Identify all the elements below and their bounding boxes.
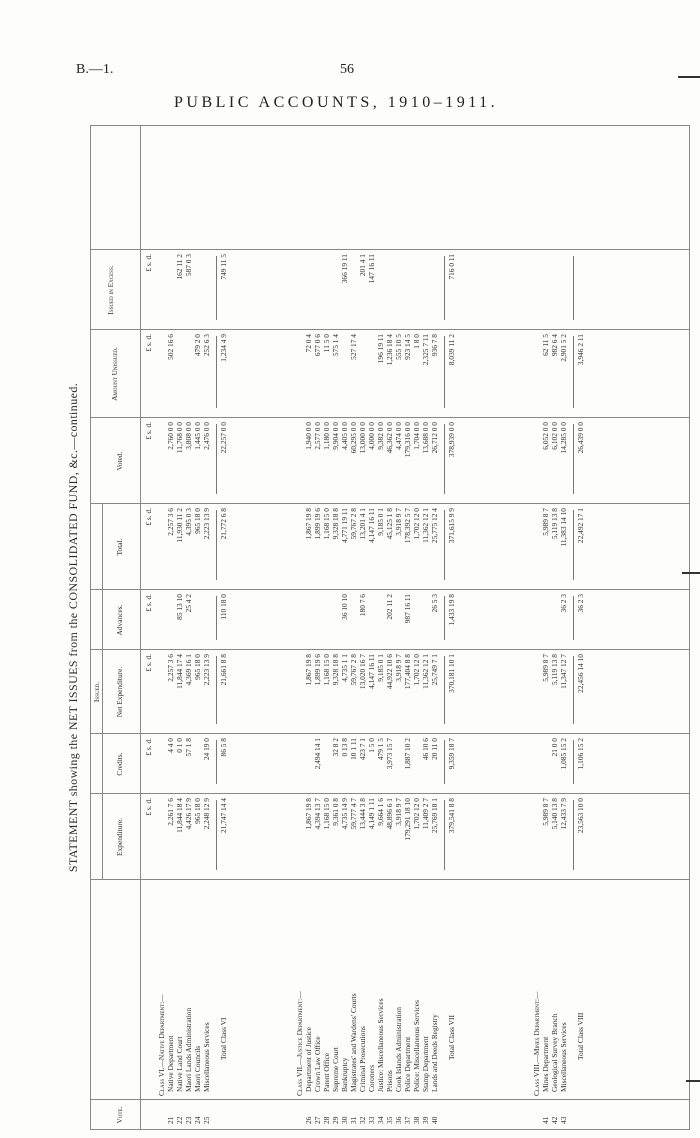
value-total: 11,362 12 1 bbox=[421, 508, 430, 543]
row-label: Bankruptcy bbox=[340, 1057, 349, 1092]
total-total: 371,615 9 9 bbox=[447, 508, 456, 544]
value-cred: 0 13 8 bbox=[340, 738, 349, 757]
value-total: 5,989 8 7 bbox=[541, 508, 550, 536]
row-label: Native Department bbox=[166, 1035, 175, 1092]
value-cred: 1,887 10 2 bbox=[403, 738, 412, 770]
value-unissued: 11 5 0 bbox=[322, 334, 331, 353]
vote-number: 25 bbox=[202, 1116, 211, 1124]
value-voted: 1,445 0 0 bbox=[193, 422, 202, 450]
value-total: 1,867 19 8 bbox=[304, 508, 313, 540]
value-unissued: 62 11 5 bbox=[541, 334, 550, 356]
currency-subheader: £ s. d. bbox=[144, 798, 153, 816]
total-excess: 716 0 11 bbox=[447, 254, 456, 280]
class-heading: Class VII.—Justice Department:— bbox=[295, 991, 304, 1096]
currency-subheader: £ s. d. bbox=[144, 508, 153, 526]
value-voted: 4,000 0 0 bbox=[367, 422, 376, 450]
value-voted: 2,577 0 0 bbox=[313, 422, 322, 450]
value-voted: 1,940 0 0 bbox=[304, 422, 313, 450]
total-header: Total. bbox=[115, 538, 124, 556]
value-voted: 26,712 0 0 bbox=[430, 422, 439, 454]
value-unissued: 982 6 4 bbox=[550, 334, 559, 357]
value-voted: 6,052 0 0 bbox=[541, 422, 550, 450]
value-voted: 60,295 0 0 bbox=[349, 422, 358, 454]
total-excess: 749 11 5 bbox=[219, 254, 228, 280]
value-net: 59,767 2 8 bbox=[349, 654, 358, 686]
vote-number: 39 bbox=[421, 1116, 430, 1124]
value-net: 44,922 10 6 bbox=[385, 654, 394, 690]
value-exp: 12,433 7 9 bbox=[559, 798, 568, 830]
value-total: 1,168 15 0 bbox=[322, 508, 331, 540]
row-label: Mines Department bbox=[541, 1036, 550, 1092]
value-adv: 36 2 3 bbox=[559, 594, 568, 613]
row-label: Cook Islands Administration bbox=[394, 1007, 403, 1092]
value-exp: 179,291 18 10 bbox=[403, 798, 412, 841]
value-cred: 46 10 6 bbox=[421, 738, 430, 761]
value-net: 11,844 17 4 bbox=[175, 654, 184, 689]
total-total: 22,492 17 1 bbox=[576, 508, 585, 544]
issued-in-excess-header: Issued in Excess. bbox=[106, 265, 115, 315]
total-rule bbox=[216, 256, 217, 320]
value-adv: 180 7 6 bbox=[358, 594, 367, 617]
page-title: PUBLIC ACCOUNTS, 1910–1911. bbox=[174, 94, 499, 111]
total-exp: 23,563 10 0 bbox=[576, 798, 585, 834]
value-voted: 13,688 0 0 bbox=[421, 422, 430, 454]
row-label: Coroners bbox=[367, 1064, 376, 1092]
page-number: 56 bbox=[340, 62, 354, 77]
total-rule bbox=[444, 256, 445, 320]
value-unissued: 252 6 3 bbox=[202, 334, 211, 357]
row-label: Department of Justice bbox=[304, 1027, 313, 1092]
total-cred: 86 5 8 bbox=[219, 738, 228, 757]
row-label: Supreme Court bbox=[331, 1047, 340, 1092]
value-exp: 3,918 9 7 bbox=[394, 798, 403, 826]
value-total: 5,119 13 8 bbox=[550, 508, 559, 540]
value-excess: 201 4 1 bbox=[358, 254, 367, 277]
row-label: Lands and Deeds Registry bbox=[430, 1014, 439, 1092]
value-cred: 1,085 15 2 bbox=[559, 738, 568, 770]
value-exp: 25,769 18 1 bbox=[430, 798, 439, 834]
value-unissued: 72 0 4 bbox=[304, 334, 313, 353]
value-net: 11,347 12 7 bbox=[559, 654, 568, 689]
currency-subheader: £ s. d. bbox=[144, 738, 153, 756]
value-unissued: 2,325 7 11 bbox=[421, 334, 430, 366]
value-total: 9,185 0 1 bbox=[376, 508, 385, 536]
issued-group-header: Issued. bbox=[92, 681, 101, 703]
value-voted: 4,405 0 0 bbox=[340, 422, 349, 450]
edge-mark bbox=[686, 1080, 700, 1082]
value-exp: 13,444 3 8 bbox=[358, 798, 367, 830]
value-unissued: 502 16 6 bbox=[166, 334, 175, 360]
value-voted: 13,000 0 0 bbox=[358, 422, 367, 454]
value-unissued: 2,901 5 2 bbox=[559, 334, 568, 362]
value-net: 1,702 12 0 bbox=[412, 654, 421, 686]
value-exp: 4,735 14 9 bbox=[340, 798, 349, 830]
value-voted: 2,476 0 0 bbox=[202, 422, 211, 450]
total-rule bbox=[216, 510, 217, 580]
value-cred: 21 0 0 bbox=[550, 738, 559, 757]
vote-number: 30 bbox=[340, 1116, 349, 1124]
row-label: Geological Survey Branch bbox=[550, 1013, 559, 1092]
total-cred: 9,359 18 7 bbox=[447, 738, 456, 770]
value-cred: 20 11 0 bbox=[430, 738, 439, 760]
value-total: 4,395 0 3 bbox=[184, 508, 193, 536]
value-voted: 3,808 0 0 bbox=[184, 422, 193, 450]
value-voted: 179,316 0 0 bbox=[403, 422, 412, 458]
value-cred: 10 1 11 bbox=[349, 738, 358, 760]
value-net: 3,918 9 7 bbox=[394, 654, 403, 682]
total-net: 21,661 8 8 bbox=[219, 654, 228, 686]
value-unissued: 923 14 5 bbox=[403, 334, 412, 360]
row-label: Police Department bbox=[403, 1036, 412, 1092]
total-voted: 378,939 0 0 bbox=[447, 422, 456, 458]
vote-number: 26 bbox=[304, 1116, 313, 1124]
statement-title: STATEMENT showing the NET ISSUES from the CONSOLIDATED FUND, &c.—continued. bbox=[66, 382, 80, 873]
total-rule bbox=[573, 596, 574, 640]
value-voted: 11,768 0 0 bbox=[175, 422, 184, 454]
value-unissued: 575 1 4 bbox=[331, 334, 340, 357]
value-cred: 0 1 0 bbox=[175, 738, 184, 753]
row-label: Police: Miscellaneous Services bbox=[412, 1000, 421, 1092]
total-rule bbox=[573, 740, 574, 784]
value-voted: 2,760 0 0 bbox=[166, 422, 175, 450]
total-rule bbox=[573, 656, 574, 724]
total-rule bbox=[444, 800, 445, 870]
value-total: 4,147 16 11 bbox=[367, 508, 376, 543]
value-cred: 24 19 0 bbox=[202, 738, 211, 761]
total-total: 21,772 6 8 bbox=[219, 508, 228, 540]
value-exp: 48,896 6 1 bbox=[385, 798, 394, 830]
value-total: 11,383 14 10 bbox=[559, 508, 568, 547]
total-rule bbox=[444, 336, 445, 408]
value-unissued: 1 8 0 bbox=[412, 334, 421, 349]
value-exp: 1,702 12 0 bbox=[412, 798, 421, 830]
value-unissued: 479 2 0 bbox=[193, 334, 202, 357]
value-exp: 4,426 17 9 bbox=[184, 798, 193, 830]
value-voted: 9,382 0 0 bbox=[376, 422, 385, 450]
currency-subheader: £ s. d. bbox=[144, 654, 153, 672]
value-exp: 965 18 0 bbox=[193, 798, 202, 824]
expenditure-header: Expenditure. bbox=[115, 818, 124, 856]
total-unissued: 1,234 4 9 bbox=[219, 334, 228, 362]
value-total: 3,918 9 7 bbox=[394, 508, 403, 536]
class-total-label: Total Class VI bbox=[219, 1017, 228, 1060]
total-rule bbox=[444, 510, 445, 580]
value-net: 5,119 13 8 bbox=[550, 654, 559, 686]
voted-header: Voted. bbox=[115, 451, 124, 471]
value-cred: 32 8 2 bbox=[331, 738, 340, 757]
value-exp: 5,140 13 8 bbox=[550, 798, 559, 830]
row-label: Crown Law Office bbox=[313, 1036, 322, 1092]
row-label: Patent Office bbox=[322, 1052, 331, 1092]
value-net: 25,749 7 1 bbox=[430, 654, 439, 686]
amount-unissued-header: Amount Unissued. bbox=[110, 347, 119, 401]
row-label: Native Land Court bbox=[175, 1036, 184, 1092]
vote-number: 43 bbox=[559, 1116, 568, 1124]
value-voted: 46,362 0 0 bbox=[385, 422, 394, 454]
total-rule bbox=[573, 510, 574, 580]
value-cred: 3,973 15 7 bbox=[385, 738, 394, 770]
total-exp: 379,541 8 8 bbox=[447, 798, 456, 834]
value-net: 965 18 0 bbox=[193, 654, 202, 680]
value-exp: 4,394 13 7 bbox=[313, 798, 322, 830]
value-exp: 5,989 8 7 bbox=[541, 798, 550, 826]
total-adv: 110 18 0 bbox=[219, 594, 228, 620]
value-net: 4,735 1 1 bbox=[340, 654, 349, 682]
vote-number: 24 bbox=[193, 1116, 202, 1124]
value-unissued: 936 7 8 bbox=[430, 334, 439, 357]
total-voted: 26,439 0 0 bbox=[576, 422, 585, 454]
value-net: 13,020 16 7 bbox=[358, 654, 367, 690]
rotated-statement-table bbox=[66, 125, 690, 1130]
vote-number: 31 bbox=[349, 1116, 358, 1124]
row-label: Justice: Miscellaneous Services bbox=[376, 998, 385, 1092]
vote-number: 41 bbox=[541, 1116, 550, 1124]
class-total-label: Total Class VIII bbox=[576, 1012, 585, 1060]
total-rule bbox=[573, 336, 574, 408]
value-net: 2,257 3 6 bbox=[166, 654, 175, 682]
total-voted: 22,257 0 0 bbox=[219, 422, 228, 454]
value-total: 4,771 19 11 bbox=[340, 508, 349, 543]
value-net: 4,147 16 11 bbox=[367, 654, 376, 689]
value-exp: 9,664 1 6 bbox=[376, 798, 385, 826]
row-label: Magistrates' and Wardens' Courts bbox=[349, 993, 358, 1092]
value-net: 9,185 0 1 bbox=[376, 654, 385, 682]
value-total: 2,223 13 9 bbox=[202, 508, 211, 540]
value-cred: 2,494 14 1 bbox=[313, 738, 322, 770]
vote-number: 22 bbox=[175, 1116, 184, 1124]
value-voted: 9,904 0 0 bbox=[331, 422, 340, 450]
value-net: 177,404 8 8 bbox=[403, 654, 412, 690]
vote-number: 36 bbox=[394, 1116, 403, 1124]
total-net: 22,456 14 10 bbox=[576, 654, 585, 693]
value-exp: 9,361 0 8 bbox=[331, 798, 340, 826]
value-net: 1,168 15 0 bbox=[322, 654, 331, 686]
total-rule bbox=[573, 424, 574, 494]
value-exp: 1,168 15 0 bbox=[322, 798, 331, 830]
row-label: Prisons bbox=[385, 1070, 394, 1092]
total-adv: 1,433 19 8 bbox=[447, 594, 456, 626]
value-exp: 59,777 4 7 bbox=[349, 798, 358, 830]
currency-subheader: £ s. d. bbox=[144, 422, 153, 440]
currency-subheader: £ s. d. bbox=[144, 254, 153, 272]
vote-number: 21 bbox=[166, 1116, 175, 1124]
value-net: 11,362 12 1 bbox=[421, 654, 430, 689]
value-cred: 1 5 0 bbox=[367, 738, 376, 753]
value-total: 1,899 19 6 bbox=[313, 508, 322, 540]
total-rule bbox=[216, 800, 217, 870]
vote-number: 29 bbox=[331, 1116, 340, 1124]
value-net: 4,369 16 1 bbox=[184, 654, 193, 686]
credits-header: Credits. bbox=[115, 752, 124, 776]
value-total: 9,328 18 8 bbox=[331, 508, 340, 540]
total-unissued: 8,039 11 2 bbox=[447, 334, 456, 366]
total-unissued: 3,946 2 11 bbox=[576, 334, 585, 366]
vote-number: 33 bbox=[367, 1116, 376, 1124]
vote-number: 32 bbox=[358, 1116, 367, 1124]
value-total: 45,125 1 8 bbox=[385, 508, 394, 540]
row-label: Miscellaneous Services bbox=[202, 1022, 211, 1092]
value-total: 11,930 11 2 bbox=[175, 508, 184, 543]
value-unissued: 196 19 11 bbox=[376, 334, 385, 364]
total-rule bbox=[216, 424, 217, 494]
total-rule bbox=[444, 424, 445, 494]
vote-number: 23 bbox=[184, 1116, 193, 1124]
value-exp: 4,149 1 11 bbox=[367, 798, 376, 830]
page-code: B.—1. bbox=[76, 62, 114, 77]
value-excess: 147 16 11 bbox=[367, 254, 376, 284]
value-net: 1,867 19 8 bbox=[304, 654, 313, 686]
vote-number: 34 bbox=[376, 1116, 385, 1124]
currency-subheader: £ s. d. bbox=[144, 594, 153, 612]
total-rule bbox=[444, 740, 445, 784]
value-total: 25,775 12 4 bbox=[430, 508, 439, 544]
value-total: 2,257 3 6 bbox=[166, 508, 175, 536]
net-expenditure-header: Net Expenditure. bbox=[115, 666, 124, 718]
total-rule bbox=[444, 596, 445, 640]
edge-mark bbox=[678, 76, 700, 78]
row-label: Maori Councils bbox=[193, 1045, 202, 1092]
vote-number: 40 bbox=[430, 1116, 439, 1124]
value-cred: 479 1 5 bbox=[376, 738, 385, 761]
value-total: 965 18 0 bbox=[193, 508, 202, 534]
vote-number: 28 bbox=[322, 1116, 331, 1124]
currency-subheader: £ s. d. bbox=[144, 334, 153, 352]
vote-number: 37 bbox=[403, 1116, 412, 1124]
value-total: 59,767 2 8 bbox=[349, 508, 358, 540]
value-total: 1,702 12 0 bbox=[412, 508, 421, 540]
value-net: 5,989 8 7 bbox=[541, 654, 550, 682]
value-adv: 36 10 10 bbox=[340, 594, 349, 620]
value-unissued: 1,236 18 4 bbox=[385, 334, 394, 366]
row-label: Criminal Prosecutions bbox=[358, 1026, 367, 1092]
total-rule bbox=[216, 336, 217, 408]
value-cred: 4 4 0 bbox=[166, 738, 175, 753]
edge-mark bbox=[682, 572, 700, 574]
value-excess: 587 0 3 bbox=[184, 254, 193, 277]
advances-header: Advances. bbox=[115, 604, 124, 636]
vote-number: 42 bbox=[550, 1116, 559, 1124]
value-excess: 366 19 11 bbox=[340, 254, 349, 284]
class-heading: Class VI.—Native Department:— bbox=[157, 994, 166, 1096]
value-adv: 85 13 10 bbox=[175, 594, 184, 620]
value-exp: 11,844 18 4 bbox=[175, 798, 184, 833]
value-excess: 162 11 2 bbox=[175, 254, 184, 280]
total-net: 370,181 10 1 bbox=[447, 654, 456, 693]
value-unissued: 677 0 6 bbox=[313, 334, 322, 357]
total-rule bbox=[573, 800, 574, 870]
value-net: 2,223 13 9 bbox=[202, 654, 211, 686]
total-rule bbox=[216, 596, 217, 640]
value-exp: 2,261 7 6 bbox=[166, 798, 175, 826]
value-adv: 987 16 11 bbox=[403, 594, 412, 624]
row-label: Maori Lands Administration bbox=[184, 1007, 193, 1092]
value-cred: 423 7 1 bbox=[358, 738, 367, 761]
value-net: 9,328 18 8 bbox=[331, 654, 340, 686]
vote-number: 27 bbox=[313, 1116, 322, 1124]
total-cred: 1,106 15 2 bbox=[576, 738, 585, 770]
value-unissued: 555 10 5 bbox=[394, 334, 403, 360]
total-rule bbox=[444, 656, 445, 724]
value-adv: 26 5 3 bbox=[430, 594, 439, 613]
value-voted: 4,474 0 0 bbox=[394, 422, 403, 450]
value-unissued: 527 17 4 bbox=[349, 334, 358, 360]
total-rule bbox=[573, 256, 574, 320]
value-exp: 1,867 19 8 bbox=[304, 798, 313, 830]
total-exp: 21,747 14 4 bbox=[219, 798, 228, 834]
vote-number: 38 bbox=[412, 1116, 421, 1124]
value-adv: 25 4 2 bbox=[184, 594, 193, 613]
value-total: 13,201 4 1 bbox=[358, 508, 367, 540]
row-label: Miscellaneous Services bbox=[559, 1022, 568, 1092]
value-net: 1,899 19 6 bbox=[313, 654, 322, 686]
value-cred: 57 1 8 bbox=[184, 738, 193, 757]
vote-number: 35 bbox=[385, 1116, 394, 1124]
vote-header: Vote. bbox=[115, 1106, 124, 1124]
class-heading: Class VIII.—Mines Department:— bbox=[532, 991, 541, 1096]
value-voted: 14,285 0 0 bbox=[559, 422, 568, 454]
total-rule bbox=[216, 656, 217, 724]
total-rule bbox=[216, 740, 217, 784]
value-exp: 2,248 12 9 bbox=[202, 798, 211, 830]
value-total: 178,392 5 7 bbox=[403, 508, 412, 544]
value-adv: 202 11 2 bbox=[385, 594, 394, 620]
total-adv: 36 2 3 bbox=[576, 594, 585, 613]
row-label: Stamp Department bbox=[421, 1036, 430, 1092]
class-total-label: Total Class VII bbox=[447, 1015, 456, 1060]
value-voted: 1,180 0 0 bbox=[322, 422, 331, 450]
value-voted: 6,102 0 0 bbox=[550, 422, 559, 450]
value-exp: 11,409 2 7 bbox=[421, 798, 430, 830]
value-voted: 1,704 0 0 bbox=[412, 422, 421, 450]
